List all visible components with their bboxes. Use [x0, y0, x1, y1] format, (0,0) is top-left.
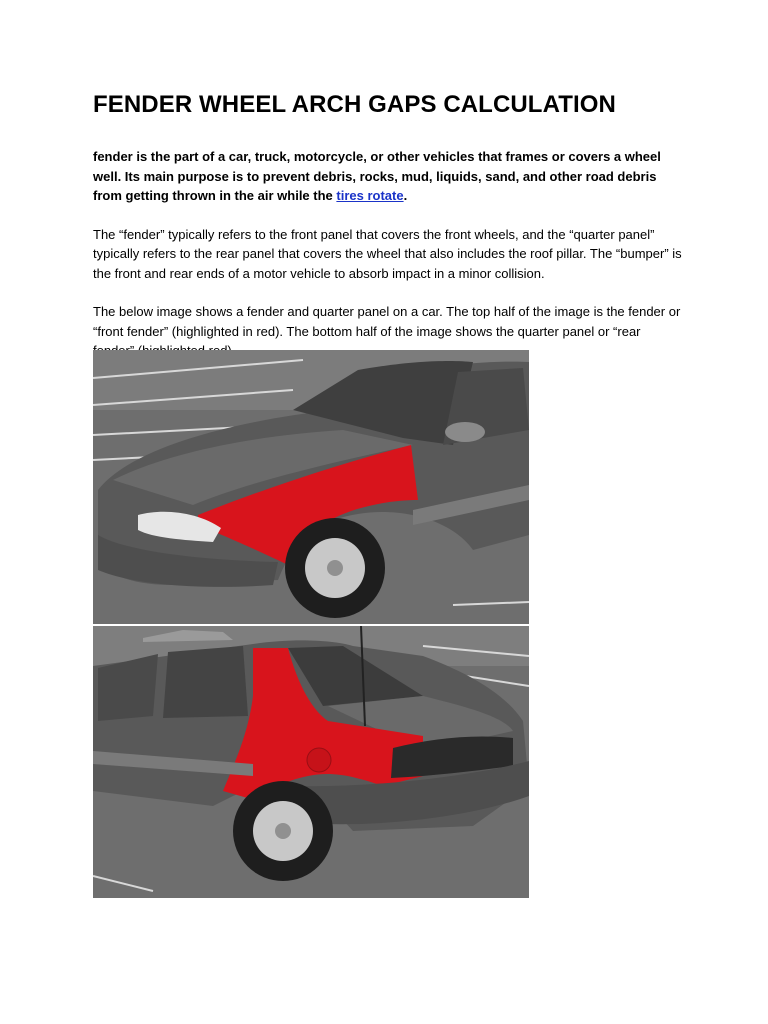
front-wheel-hub	[327, 560, 343, 576]
front-fender-illustration	[93, 350, 529, 624]
front-fender-photo	[93, 350, 529, 624]
image-description-paragraph: The below image shows a fender and quarter panel on a car. The top half of the image is the fender or “front fender” (highlighted in red). The bottom half of the image shows the quarter panel or “rear	[93, 304, 681, 339]
rear-door-window	[163, 646, 248, 718]
tires-rotate-link[interactable]: tires rotate	[336, 188, 404, 203]
quarter-panel-photo	[93, 626, 529, 898]
fender-definition-paragraph: The “fender” typically refers to the front panel that covers the front wheels, and the “quarter panel” typically refers to the rear panel that covers the wheel that also includes the roof pillar. The “bumper” is the front and rear ends of a motor vehicle to absorb impact in a minor collision.	[93, 226, 682, 281]
side-mirror	[445, 422, 485, 442]
quarter-panel-illustration	[93, 626, 529, 898]
intro-text: fender is the part of a car, truck, motorcycle, or other vehicles that frames or covers a wheel well. Its main purpose is to prevent debris, rocks, mud, liquids, sand, and other road debris from getting thrown in the air while the	[93, 149, 661, 203]
document-page	[93, 88, 683, 361]
fuel-door	[307, 748, 331, 772]
document-title: FENDER WHEEL ARCH GAPS CALCULATION	[93, 91, 616, 118]
rear-wheel-hub	[275, 823, 291, 839]
intro-paragraph	[93, 147, 683, 206]
intro-end: .	[403, 188, 408, 203]
